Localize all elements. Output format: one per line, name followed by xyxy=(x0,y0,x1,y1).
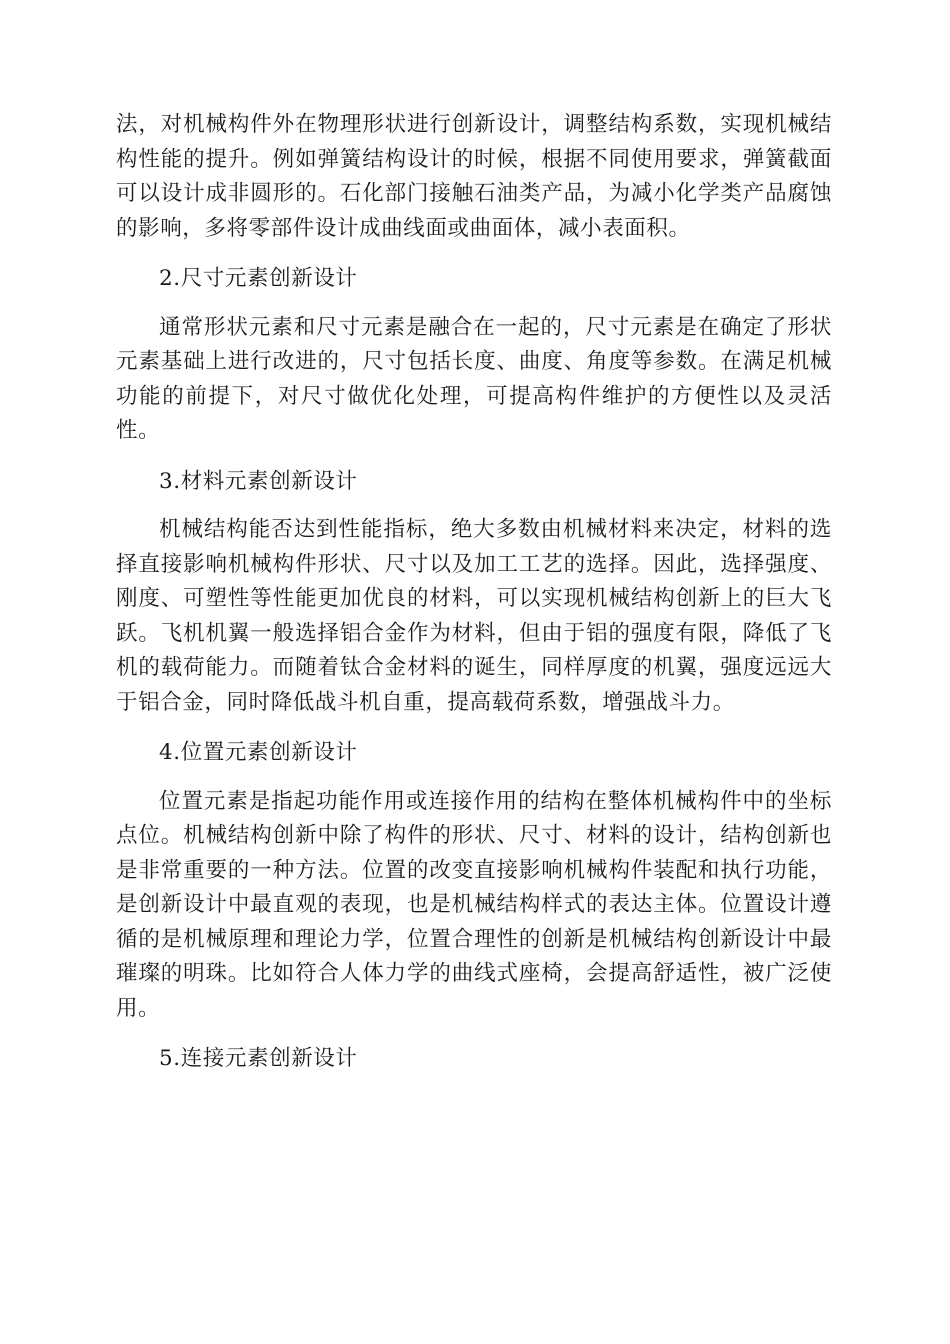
heading-material-element: 3.材料元素创新设计 xyxy=(159,468,358,494)
heading-size-element: 2.尺寸元素创新设计 xyxy=(159,266,358,291)
paragraph-shape-continued: 法，对机械构件外在物理形状进行创新设计，调整结构系数，实现机械结构性能的提升。例如弹簧结构设计的时候，根据不同使用要求，弹簧截面可以设计成非圆形的。石化部门接触石油类产品，为减小化学类产品腐蚀的影响，多将零部件设计成曲线面或曲面体，减小表面积。 xyxy=(116,112,832,241)
heading-connection-element: 5.连接元素创新设计 xyxy=(159,1046,358,1071)
paragraph-material-element: 机械结构能否达到性能指标，绝大多数由机械材料来决定，材料的选择直接影响机械构件形状、尺寸以及加工工艺的选择。因此，选择强度、刚度、可塑性等性能更加优良的材料，可以实现机械结构创新上的巨大飞跃。飞机机翼一般选择铝合金作为材料，但由于铝的强度有限，降低了飞机的载荷能力。而随着钛合金材料的诞生，同样厚度的机翼，强度远远大于铝合金，同时降低战斗机自重，提高载荷系数，增强战斗力。 xyxy=(116,517,832,715)
paragraph-size-element: 通常形状元素和尺寸元素是融合在一起的，尺寸元素是在确定了形状元素基础上进行改进的，尺寸包括长度、曲度、角度等参数。在满足机械功能的前提下，对尺寸做优化处理，可提高构件维护的方便性以及灵活性。 xyxy=(116,314,832,443)
heading-position-element: 4.位置元素创新设计 xyxy=(159,740,358,765)
document-page xyxy=(116,108,832,1091)
paragraph-position-element: 位置元素是指起功能作用或连接作用的结构在整体机械构件中的坐标点位。机械结构创新中除了构件的形状、尺寸、材料的设计，结构创新也是非常重要的一种方法。位置的改变直接影响机械构件装配和执行功能，是创新设计中最直观的表现，也是机械结构样式的表达主体。位置设计遵循的是机械原理和理论力学，位置合理性的创新是机械结构创新设计中最璀璨的明珠。比如符合人体力学的曲线式座椅，会提高舒适性，被广泛使用。 xyxy=(116,788,832,1021)
